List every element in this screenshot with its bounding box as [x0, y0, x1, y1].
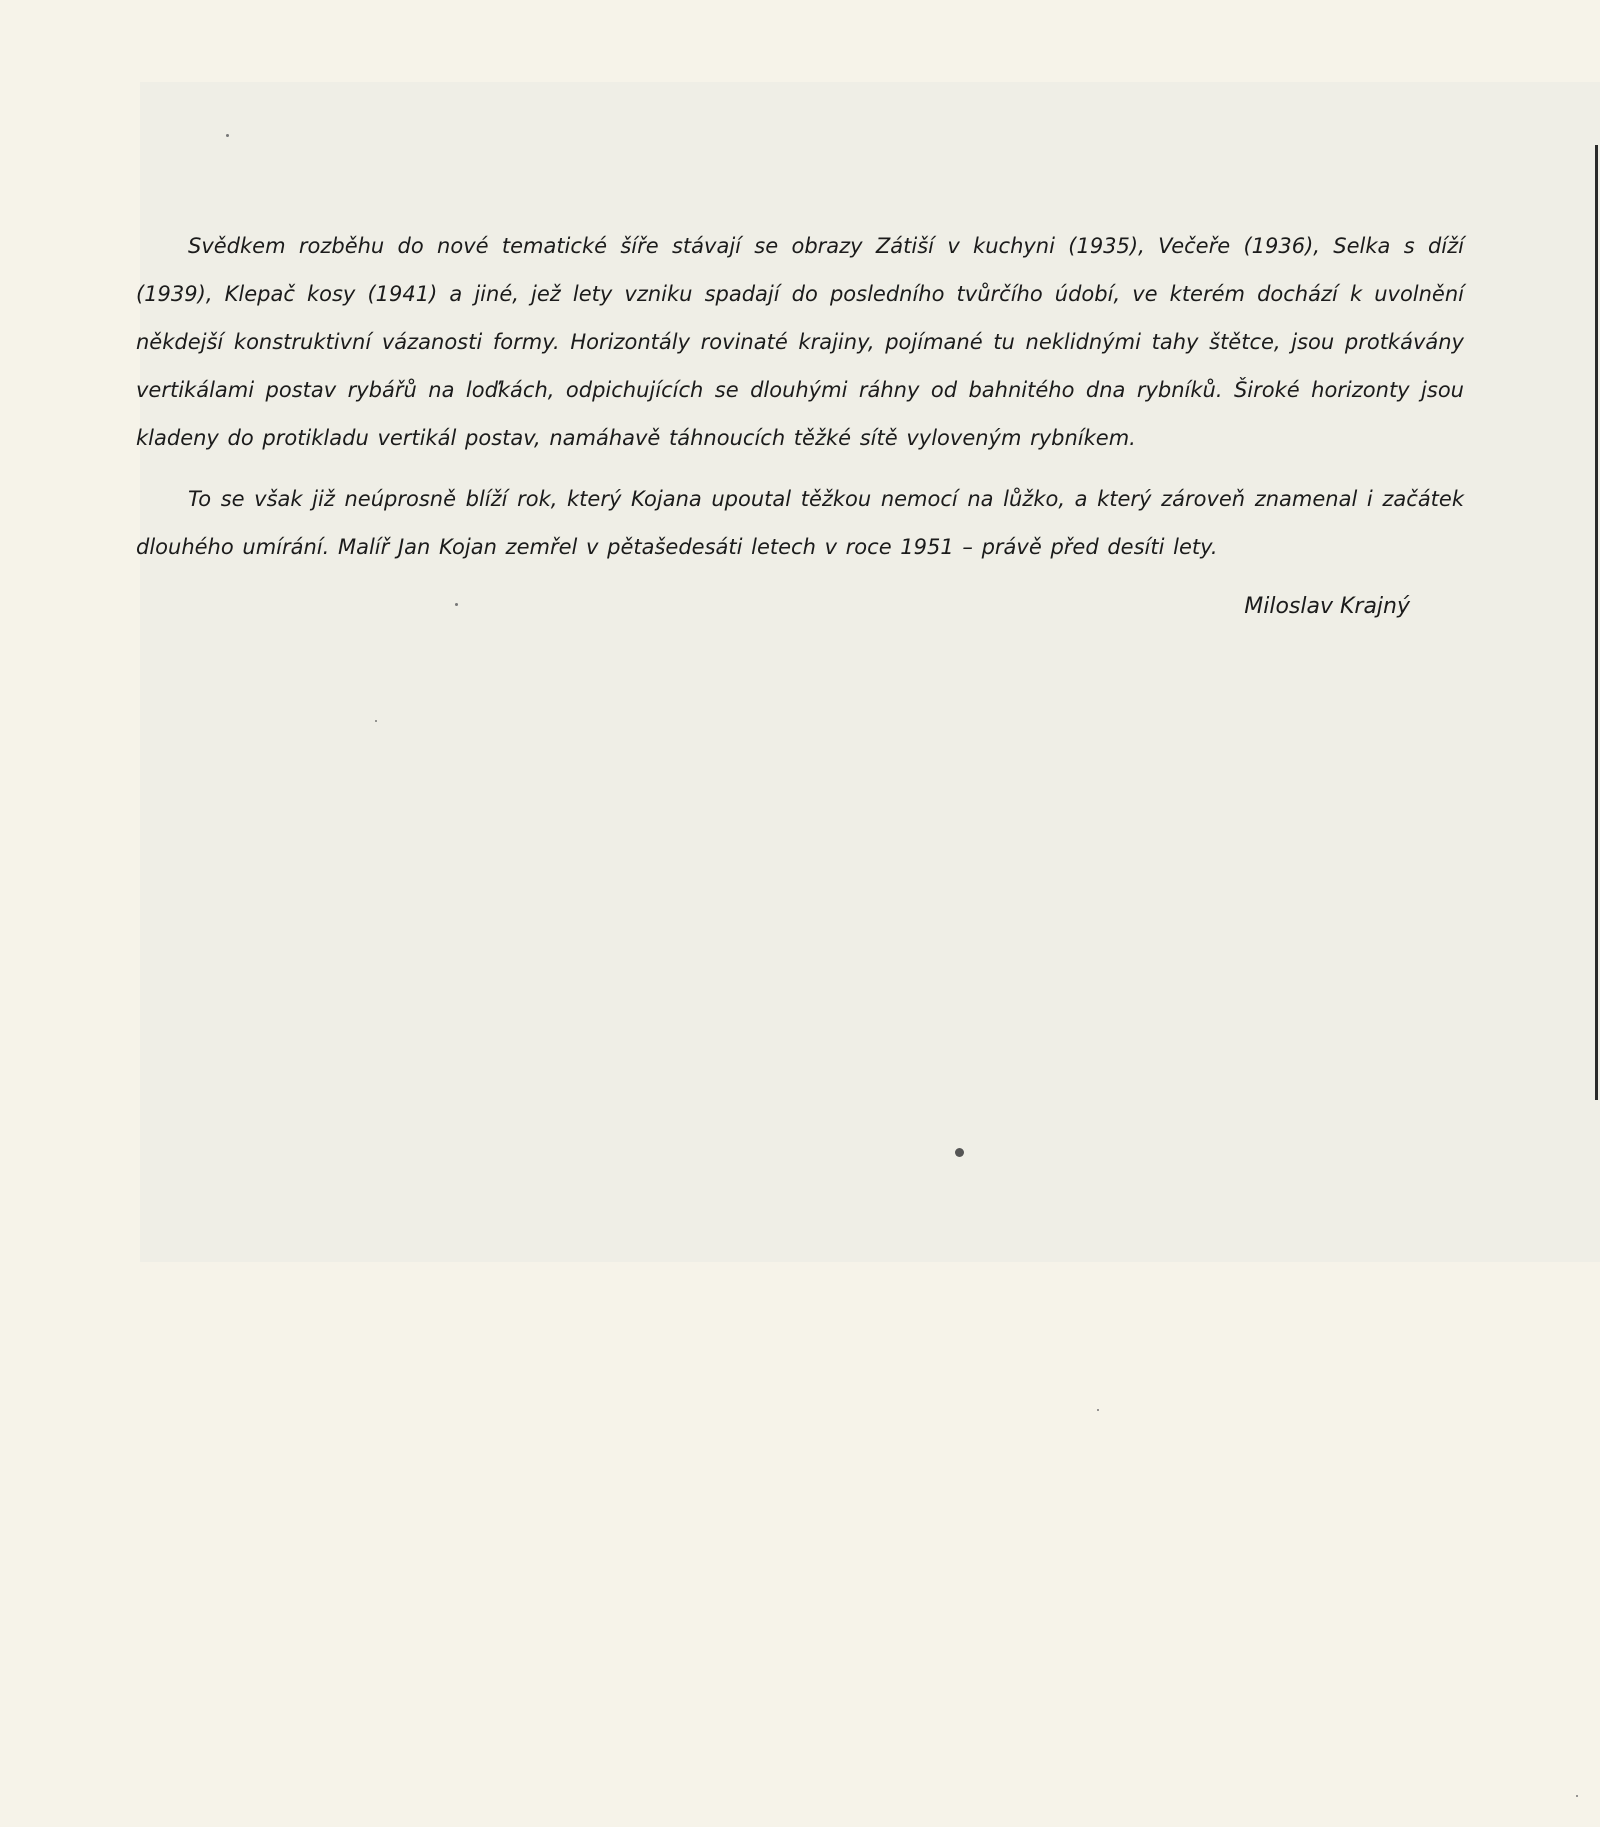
paper-speck: [375, 720, 377, 722]
paragraph-1: Svědkem rozběhu do nové tematické šíře stávají se obrazy Zátiší v kuchyni (1935), Večeře (1936), Selka s díží (1939), Klepač kosy (1941) a jiné, jež lety vzniku spadají do posledního tvůrčího údobí, ve kterém dochází k uvolnění někdejší konstruktivní vázanosti formy. Horizontály rovinaté krajiny, pojímané tu neklidnými tahy štětce, jsou protkávány vertikálami postav rybářů na loďkách, odpichujících se dlouhými ráhny od bahnitého dna rybníků. Široké horizonty jsou kladeny do protikladu vertikál postav, namáhavě táhnoucích těžké sítě vyloveným rybníkem.: [136, 234, 1464, 450]
paper-speck: [955, 1148, 964, 1157]
paper-speck: [226, 134, 229, 137]
author-signature: Miloslav Krajný: [1244, 594, 1410, 619]
page-edge-line: [1595, 145, 1598, 1100]
paragraph-2: To se však již neúprosně blíží rok, který Kojana upoutal těžkou nemocí na lůžko, a který zároveň znamenal i začátek dlouhého umírání. Malíř Jan Kojan zemřel v pětašedesáti letech v roce 1951 – právě před desíti lety.: [136, 487, 1464, 559]
paper-speck: [1097, 1409, 1099, 1411]
paper-speck: [455, 603, 458, 606]
paper-speck: [1576, 1795, 1578, 1797]
text-body: [136, 222, 1464, 584]
